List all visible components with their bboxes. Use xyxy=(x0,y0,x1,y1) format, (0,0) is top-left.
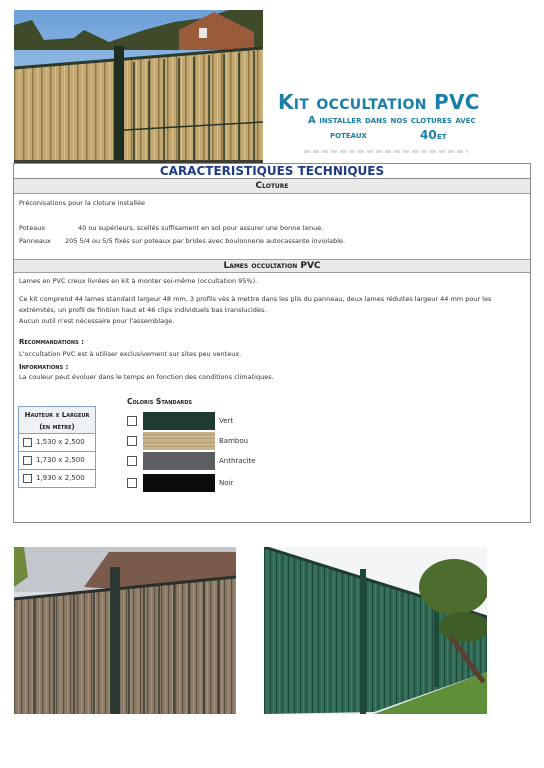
fence-photo-vert xyxy=(264,547,487,714)
subtitle-line1: A installer dans nos clotures avec xyxy=(308,115,476,126)
color-checkbox-anthracite[interactable] xyxy=(127,456,137,466)
page-title: Kit occultation PVC xyxy=(278,90,480,114)
recommandations-text: L'occultation PVC est à utiliser exclusivement sur sites peu venteux. xyxy=(19,350,242,358)
color-label-vert: Vert xyxy=(219,417,234,425)
color-swatch-vert xyxy=(143,412,215,430)
subtitle-line2: poteaux xyxy=(330,130,367,141)
size-table xyxy=(18,406,96,488)
fence-photo-bambou xyxy=(14,547,236,714)
subtitle-et: et xyxy=(437,131,447,142)
cloture-heading: Cloture xyxy=(14,179,530,194)
color-checkbox-vert[interactable] xyxy=(127,416,137,426)
lames-line4: Aucun outil n'est nécessaire pour l'assemblage. xyxy=(19,317,175,325)
color-swatch-noir xyxy=(143,474,215,492)
lames-line3: extrémités, un profil de finition haut et 46 clips individuels bas translucides. xyxy=(19,306,267,314)
color-swatch-anthracite xyxy=(143,452,215,470)
color-label-bambou: Bambou xyxy=(219,437,249,445)
size-header-line2: (en mètre) xyxy=(39,423,75,431)
poteaux-label: Poteaux xyxy=(19,224,46,232)
color-label-noir: Noir xyxy=(219,479,234,487)
panneaux-text: 205 5/4 ou 5/5 fixés sur poteaux par brides avec boulonnerie autocassante inviolable. xyxy=(65,237,346,245)
size-checkbox[interactable] xyxy=(23,474,32,483)
hero-fence-photo xyxy=(14,10,263,164)
size-label: 1,930 x 2,500 xyxy=(36,474,85,482)
subtitle-post-size: 40 xyxy=(420,128,437,142)
size-row xyxy=(19,434,95,452)
cloture-intro: Préconisations pour la cloture installée xyxy=(19,199,145,207)
color-checkbox-bambou[interactable] xyxy=(127,436,137,446)
size-checkbox[interactable] xyxy=(23,456,32,465)
recommandations-heading: Recommandations : xyxy=(19,338,84,346)
lames-heading: Lames occultation PVC xyxy=(14,259,530,273)
size-label: 1,730 x 2,500 xyxy=(36,456,85,464)
size-label: 1,530 x 2,500 xyxy=(36,438,85,446)
colors-title: Coloris Standards xyxy=(127,397,193,406)
color-label-anthracite: Anthracite xyxy=(219,457,256,465)
size-header-line1: Hauteur x Largeur xyxy=(24,411,90,419)
size-row xyxy=(19,470,95,488)
color-swatch-bambou xyxy=(143,432,215,450)
lames-line1: Lames en PVC creux livrées en kit à monter soi-même (occultation 95%). xyxy=(19,277,258,285)
size-table-header xyxy=(19,407,95,434)
size-checkbox[interactable] xyxy=(23,438,32,447)
panneaux-label: Panneaux xyxy=(19,237,51,245)
informations-heading: Informations : xyxy=(19,363,69,371)
color-checkbox-noir[interactable] xyxy=(127,478,137,488)
poteaux-text: 40 ou supérieurs, scellés suffisament en sol pour assurer une bonne tenue. xyxy=(78,224,324,232)
lames-line2: Ce kit comprend 44 lames standard largeur 48 mm, 3 profils vès à mettre dans les plis du panneau, deux lames réduites largeur 44 mm pour les xyxy=(19,295,492,303)
specs-heading: CARACTERISTIQUES TECHNIQUES xyxy=(14,164,530,179)
informations-text: La couleur peut évoluer dans le temps en fonction des conditions climatiques. xyxy=(19,373,274,381)
blurred-text-line xyxy=(304,150,468,153)
size-row xyxy=(19,452,95,470)
